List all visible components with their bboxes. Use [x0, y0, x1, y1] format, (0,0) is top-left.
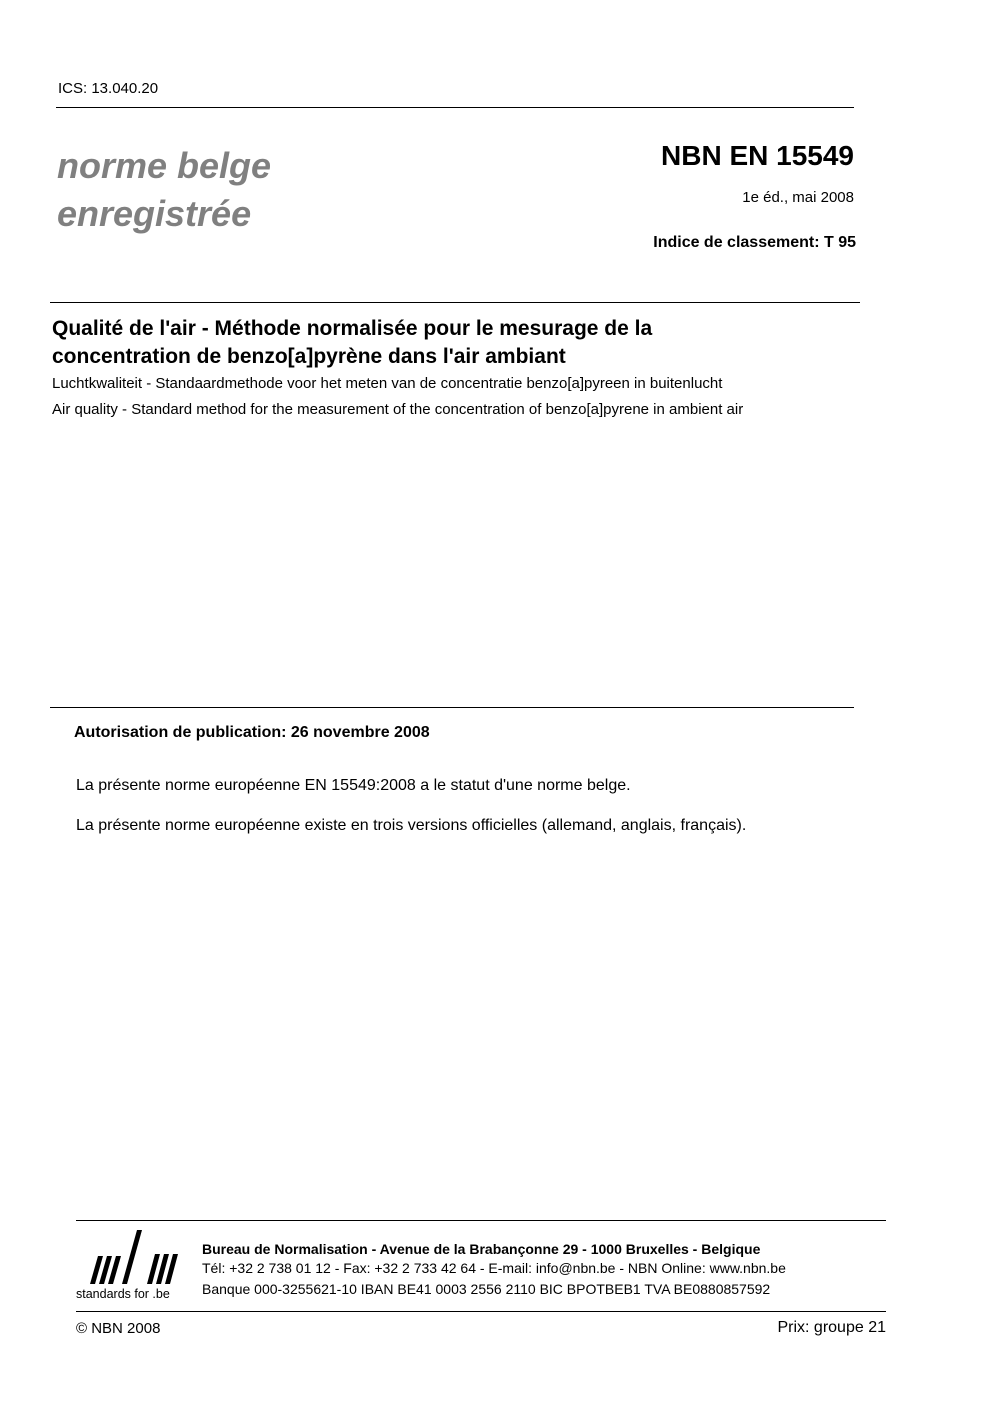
contact-details: Tél: +32 2 738 01 12 - Fax: +32 2 733 42 64 - E-mail: info@nbn.be - NBN Online: www.nbn.be: [202, 1260, 786, 1276]
publication-divider: [50, 707, 854, 708]
title-divider: [50, 302, 860, 303]
copyright: © NBN 2008: [76, 1320, 161, 1337]
nbn-slash-mark-icon: [76, 1228, 188, 1286]
bank-details: Banque 000-3255621-10 IBAN BE41 0003 2556 2110 BIC BPOTBEB1 TVA BE0880857592: [202, 1281, 771, 1297]
versions-statement: La présente norme européenne existe en trois versions officielles (allemand, anglais, français).: [76, 817, 747, 834]
status-statement: La présente norme européenne EN 15549:2008 a le statut d'une norme belge.: [76, 777, 631, 794]
edition-date: 1e éd., mai 2008: [742, 189, 854, 206]
nbn-logo: [76, 1228, 188, 1306]
title-french-line-1: Qualité de l'air - Méthode normalisée pour le mesurage de la: [52, 317, 653, 340]
title-dutch: Luchtkwaliteit - Standaardmethode voor het meten van de concentratie benzo[a]pyreen in buitenlucht: [52, 375, 723, 392]
footer-bottom-divider: [76, 1311, 886, 1312]
standard-number: NBN EN 15549: [661, 140, 854, 171]
title-french: [52, 315, 652, 371]
logo-tagline: standards for .be: [76, 1287, 170, 1301]
brand-line-2: enregistrée: [57, 193, 252, 234]
publication-authorization: Autorisation de publication: 26 novembre 2008: [74, 724, 430, 741]
header-divider: [56, 107, 854, 108]
bureau-address: Bureau de Normalisation - Avenue de la Brabançonne 29 - 1000 Bruxelles - Belgique: [202, 1241, 761, 1257]
title-english: Air quality - Standard method for the measurement of the concentration of benzo[a]pyrene in ambient air: [52, 401, 744, 418]
title-french-line-2: concentration de benzo[a]pyrène dans l'air ambiant: [52, 345, 566, 368]
brand-line-1: norme belge: [57, 145, 272, 186]
ics-code: ICS: 13.040.20: [58, 80, 159, 97]
brand-title: [57, 142, 271, 238]
classification-index: Indice de classement: T 95: [653, 234, 856, 251]
footer-top-divider: [76, 1220, 886, 1221]
price-group: Prix: groupe 21: [777, 1319, 886, 1336]
